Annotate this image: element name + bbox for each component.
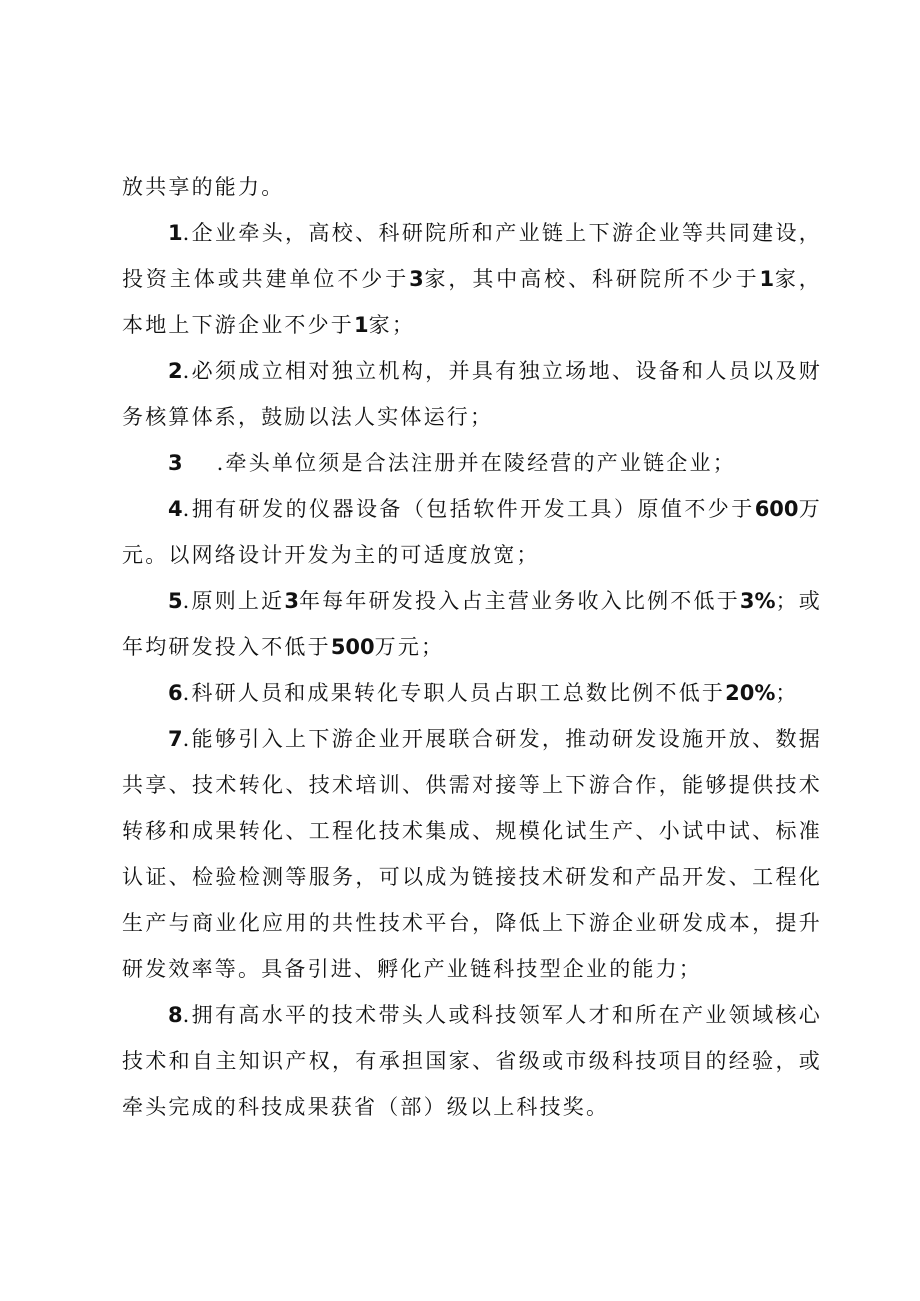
paragraph-item-1 <box>122 210 822 348</box>
paragraph-item-4 <box>122 486 822 578</box>
paragraph-item-5 <box>122 578 822 670</box>
item-number: 7 <box>168 727 183 751</box>
paragraph-item-8 <box>122 992 822 1130</box>
paragraph-item-7 <box>122 716 822 992</box>
item-number: 8 <box>168 1003 183 1027</box>
paragraph-text: 放共享的能力。 <box>122 175 285 199</box>
inline-number: 500 <box>330 635 375 659</box>
paragraph-text: .企业牵头，高校、科研院所和产业链上下游企业等共同建设，投资主体或共建单位不少于3家，其中高校、科研院所不少于1家，本地上下游企业不少于1家； <box>122 221 822 337</box>
paragraph-continuation <box>122 164 822 210</box>
paragraph-text: .能够引入上下游企业开展联合研发，推动研发设施开放、数据共享、技术转化、技术培训、供需对接等上下游合作，能够提供技术转移和成果转化、工程化技术集成、规模化试生产、小试中试、标准认证、检验检测等服务，可以成为链接技术研发和产品开发、工程化生产与商业化应用的共性技术平台，降低上下游企业研发成本，提升研发效率等。具备引进、孵化产业链科技型企业的能力； <box>122 727 822 981</box>
paragraph-text: .牵头单位须是合法注册并在陵经营的产业链企业； <box>216 451 736 475</box>
paragraph-text: .原则上近3年每年研发投入占主营业务收入比例不低于3%；或年均研发投入不低于500万元； <box>122 589 822 659</box>
paragraph-text: .拥有高水平的技术带头人或科技领军人才和所在产业领域核心技术和自主知识产权，有承担国家、省级或市级科技项目的经验，或牵头完成的科技成果获省（部）级以上科技奖。 <box>122 1003 822 1119</box>
inline-number: 3% <box>739 589 776 613</box>
paragraph-item-2 <box>122 348 822 440</box>
inline-number: 600 <box>754 497 799 521</box>
inline-number: 20% <box>725 681 776 705</box>
inline-number: 3 <box>284 589 299 613</box>
paragraph-item-3 <box>122 440 822 486</box>
inline-number: 3 <box>409 267 424 291</box>
item-number: 6 <box>168 681 183 705</box>
item-number: 4 <box>168 497 183 521</box>
inline-number: 1 <box>759 267 775 291</box>
paragraph-text: .科研人员和成果转化专职人员占职工总数比例不低于20%； <box>182 681 799 705</box>
document-body <box>122 164 822 1130</box>
item-number: 1 <box>168 221 183 245</box>
item-number: 2 <box>168 359 183 383</box>
inline-number: 1 <box>354 313 369 337</box>
paragraph-text: .拥有研发的仪器设备（包括软件开发工具）原值不少于600万元。以网络设计开发为主的可适度放宽； <box>122 497 822 567</box>
paragraph-item-6 <box>122 670 822 716</box>
paragraph-text: .必须成立相对独立机构，并具有独立场地、设备和人员以及财务核算体系，鼓励以法人实体运行； <box>122 359 822 429</box>
item-number: 5 <box>168 589 183 613</box>
item-number: 3 <box>168 451 183 475</box>
